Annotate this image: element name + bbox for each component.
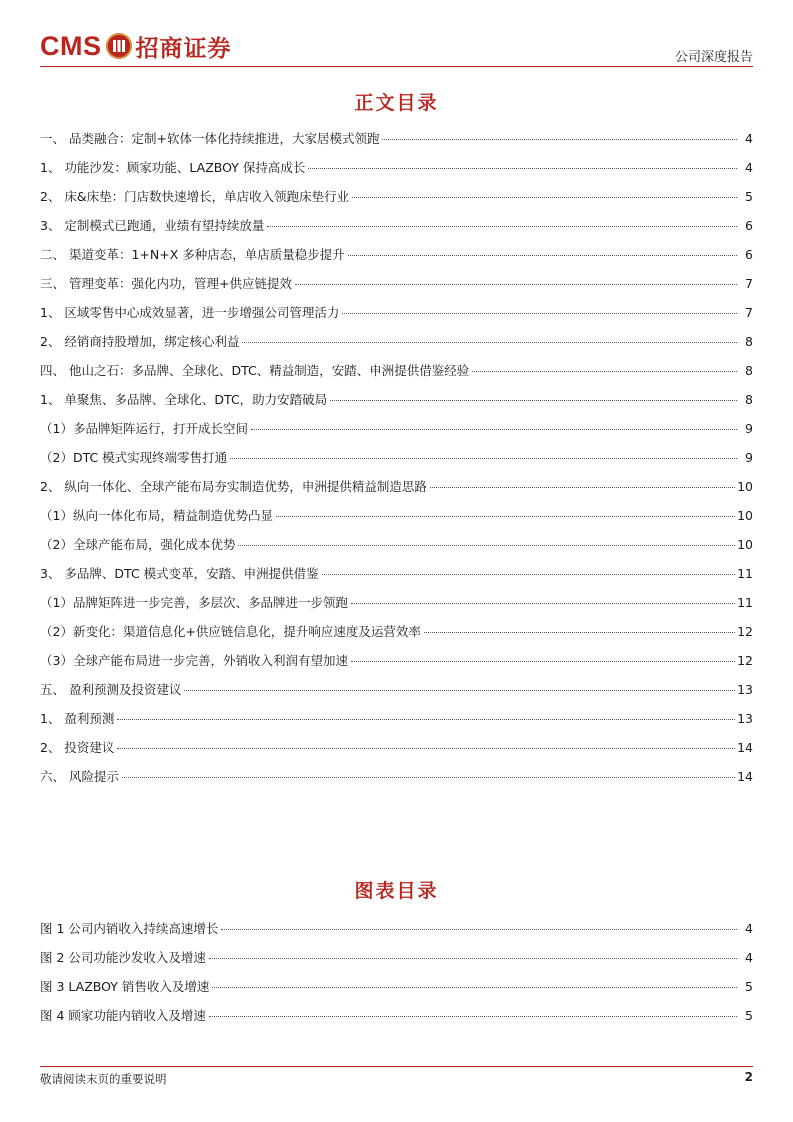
dot-leader [238,545,735,546]
figure-entry-label: 图 2 公司功能沙发收入及增速 [40,950,206,965]
toc-entry-label: 1、 盈利预测 [40,711,115,726]
toc-entry-label: 1、 区域零售中心成效显著，进一步增强公司管理活力 [40,305,340,320]
dot-leader [251,429,737,430]
page-number: 2 [744,1070,753,1084]
logo-emblem-icon [106,33,132,59]
figure-entry[interactable] [40,979,753,1008]
dot-leader [295,284,737,285]
toc-entry-page: 6 [745,218,753,233]
figure-entry-page: 4 [745,950,753,965]
toc-entry-page: 11 [737,566,753,581]
toc-entry-page: 10 [737,537,753,552]
dot-leader [212,987,737,988]
toc-entry-label: （3）全球产能布局进一步完善，外销收入利润有望加速 [40,653,348,668]
toc-entry[interactable] [40,624,753,653]
toc-entry[interactable] [40,653,753,682]
toc-entry[interactable] [40,334,753,363]
toc-entry-page: 12 [737,624,753,639]
toc-entry[interactable] [40,305,753,334]
toc-title: 正文目录 [354,92,439,114]
header-divider [40,66,753,67]
toc-entry[interactable] [40,160,753,189]
logo-chinese-text: 招商证券 [135,34,232,62]
dot-leader [342,313,737,314]
toc-entry-label: 二、 渠道变革：1+N+X 多种店态，单店质量稳步提升 [40,247,345,262]
toc-entry-page: 10 [737,479,753,494]
toc-entry-page: 10 [737,508,753,523]
toc-entry-label: 一、 品类融合：定制+软体一体化持续推进，大家居模式领跑 [40,131,380,146]
toc-entry-page: 9 [745,450,753,465]
toc-entry-page: 5 [745,189,753,204]
dot-leader [242,342,737,343]
logo-latin-text: CMS [40,30,102,61]
toc-entry-label: （2）新变化：渠道信息化+供应链信息化，提升响应速度及运营效率 [40,624,421,639]
dot-leader [276,516,735,517]
toc-entry-page: 7 [745,276,753,291]
dot-leader [322,574,735,575]
dot-leader [209,1016,737,1017]
toc-entry[interactable] [40,595,753,624]
toc-entry-page: 11 [737,595,753,610]
figure-entry[interactable] [40,950,753,979]
toc-entry-label: 2、 床&床垫：门店数快速增长，单店收入领跑床垫行业 [40,189,350,204]
dot-leader [117,748,735,749]
figure-entry-label: 图 3 LAZBOY 销售收入及增速 [40,979,210,994]
toc-entry[interactable] [40,769,753,798]
toc-entry-label: 2、 纵向一体化、全球产能布局夯实制造优势，申洲提供精益制造思路 [40,479,427,494]
toc-entry[interactable] [40,189,753,218]
toc-entry-label: （1）品牌矩阵进一步完善，多层次、多品牌进一步领跑 [40,595,348,610]
toc-entry[interactable] [40,711,753,740]
dot-leader [430,487,735,488]
toc-entry-label: 六、 风险提示 [40,769,119,784]
toc-entry-label: （1）多品牌矩阵运行，打开成长空间 [40,421,248,436]
toc-entry[interactable] [40,392,753,421]
figure-entry[interactable] [40,921,753,950]
dot-leader [351,603,735,604]
report-type-label: 公司深度报告 [674,50,753,65]
dot-leader [230,458,737,459]
toc-entry-page: 8 [745,334,753,349]
toc-entry-label: 3、 多品牌、DTC 模式变革，安踏、申洲提供借鉴 [40,566,319,581]
toc-entry[interactable] [40,421,753,450]
toc-entry-label: 1、 功能沙发：顾家功能、LAZBOY 保持高成长 [40,160,306,175]
toc-entry-label: 2、 投资建议 [40,740,115,755]
dot-leader [382,139,737,140]
toc-entry[interactable] [40,131,753,160]
figure-entry[interactable] [40,1008,753,1037]
toc-entry-label: 三、 管理变革：强化内功，管理+供应链提效 [40,276,292,291]
toc-entry-label: 四、 他山之石：多品牌、全球化、DTC、精益制造，安踏、申洲提供借鉴经验 [40,363,470,378]
toc-entry-label: （2）DTC 模式实现终端零售打通 [40,450,228,465]
toc-entry-page: 8 [745,392,753,407]
toc-entry-page: 7 [745,305,753,320]
toc-entry[interactable] [40,247,753,276]
toc-entry[interactable] [40,450,753,479]
toc-entry[interactable] [40,363,753,392]
figure-entry-page: 5 [745,1008,753,1023]
dot-leader [184,690,735,691]
toc-entry-page: 9 [745,421,753,436]
toc-entry-label: （1）纵向一体化布局，精益制造优势凸显 [40,508,273,523]
dot-leader [472,371,737,372]
toc-entry-label: 2、 经销商持股增加，绑定核心利益 [40,334,240,349]
figures-title: 图表目录 [354,880,439,902]
toc-entry[interactable] [40,566,753,595]
toc-entry-label: （2）全球产能布局，强化成本优势 [40,537,236,552]
dot-leader [352,197,737,198]
toc-entry-page: 14 [737,740,753,755]
figures-list [40,921,753,1037]
toc-entry-page: 4 [745,160,753,175]
dot-leader [330,400,737,401]
figure-entry-label: 图 1 公司内销收入持续高速增长 [40,921,219,936]
dot-leader [424,632,735,633]
dot-leader [221,929,737,930]
toc-entry[interactable] [40,740,753,769]
toc-entry-page: 4 [745,131,753,146]
dot-leader [351,661,735,662]
toc-list [40,131,753,798]
dot-leader [117,719,735,720]
dot-leader [308,168,737,169]
toc-entry-page: 13 [737,682,753,697]
toc-entry-page: 8 [745,363,753,378]
footer-divider [40,1066,753,1067]
toc-entry[interactable] [40,276,753,305]
figure-entry-label: 图 4 顾家功能内销收入及增速 [40,1008,206,1023]
cms-logo [40,28,232,64]
page-header [40,28,753,68]
toc-entry[interactable] [40,218,753,247]
toc-entry[interactable] [40,682,753,711]
toc-entry-page: 14 [737,769,753,784]
toc-entry-page: 12 [737,653,753,668]
toc-entry[interactable] [40,508,753,537]
toc-entry-page: 13 [737,711,753,726]
dot-leader [122,777,735,778]
toc-entry-label: 1、 单聚焦、多品牌、全球化、DTC，助力安踏破局 [40,392,328,407]
dot-leader [209,958,737,959]
dot-leader [267,226,737,227]
figure-entry-page: 4 [745,921,753,936]
toc-entry-label: 五、 盈利预测及投资建议 [40,682,182,697]
toc-entry[interactable] [40,479,753,508]
toc-entry-page: 6 [745,247,753,262]
footer-disclaimer: 敬请阅读末页的重要说明 [40,1072,167,1086]
toc-entry[interactable] [40,537,753,566]
dot-leader [348,255,737,256]
toc-entry-label: 3、 定制模式已跑通，业绩有望持续放量 [40,218,265,233]
figure-entry-page: 5 [745,979,753,994]
